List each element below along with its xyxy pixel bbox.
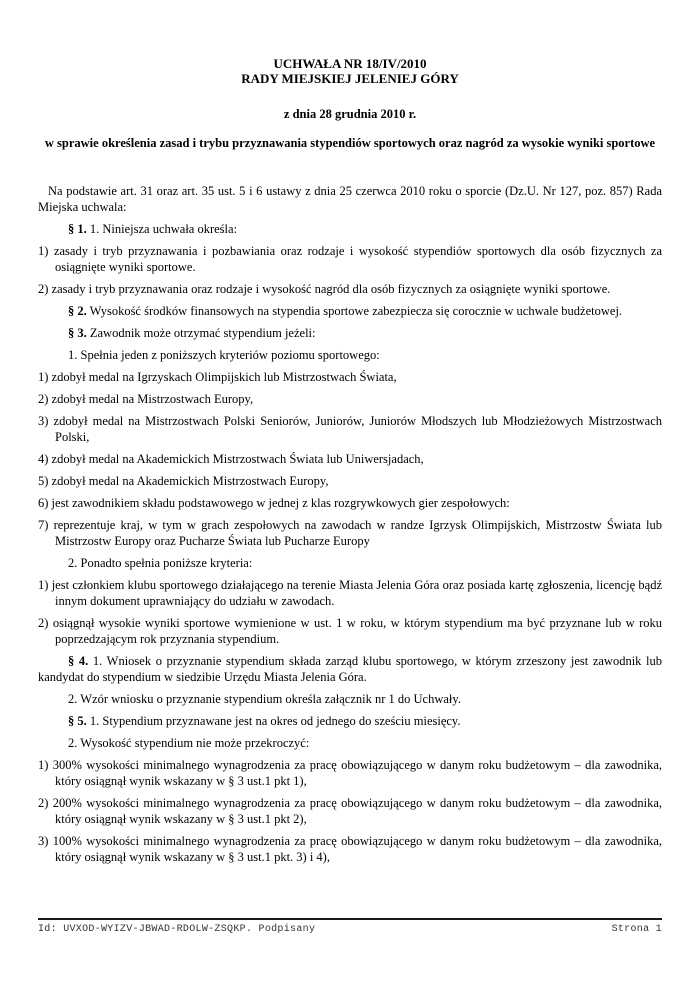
paragraph-text: 2. Wzór wniosku o przyznanie stypendium określa załącznik nr 1 do Uchwały.: [68, 692, 461, 706]
page-footer: [38, 918, 662, 935]
sub-paragraph: [38, 347, 662, 363]
item-number: 4): [38, 452, 49, 466]
paragraph-text: zdobył medal na Akademickich Mistrzostwach Świata lub Uniwersjadach,: [51, 452, 424, 466]
council-name: RADY MIEJSKIEJ JELENIEJ GÓRY: [241, 71, 459, 86]
sub-paragraph: [38, 691, 662, 707]
item-number: 2): [38, 616, 49, 630]
item-number: 1): [38, 370, 49, 384]
section-paragraph-2: [38, 303, 662, 319]
item-number: 3): [38, 414, 49, 428]
paragraph-text: zdobył medal na Akademickich Mistrzostwach Europy,: [51, 474, 329, 488]
resolution-subject: w sprawie określenia zasad i trybu przyznawania stypendiów sportowych oraz nagród za wysokie wyniki sportowe: [44, 136, 656, 150]
numbered-item: [38, 413, 662, 445]
resolution-date: z dnia 28 grudnia 2010 r.: [283, 107, 417, 121]
item-number: 1): [38, 758, 49, 772]
numbered-item: [38, 281, 662, 297]
section-paragraph-4: [38, 653, 662, 685]
paragraph-text: reprezentuje kraj, w tym w grach zespołowych na zawodach w randze Igrzysk Olimpijskich, Mistrzostw Świata lub Mistrzostw Europy oraz Pucharze Świata lub Pucharze Europy: [53, 518, 662, 548]
paragraph-text: 2. Ponadto spełnia poniższe kryteria:: [68, 556, 253, 570]
paragraph-text: 1. Niniejsza uchwała określa:: [89, 222, 238, 236]
section-label: § 5.: [68, 714, 87, 728]
section-label: § 2.: [68, 304, 87, 318]
section-label: § 4.: [68, 654, 89, 668]
paragraph-text: osiągnął wysokie wyniki sportowe wymienione w ust. 1 w roku, w którym stypendium ma być przyznane lub w roku poprzedzającym rok przyznania stypendium.: [52, 616, 662, 646]
numbered-item: [38, 369, 662, 385]
numbered-item: [38, 473, 662, 489]
paragraph-text: 1. Wniosek o przyznanie stypendium składa zarząd klubu sportowego, w którym zrzeszony jest zawodnik lub kandydat do stypendium w siedzibie Urzędu Miasta Jelenia Góra.: [38, 654, 663, 684]
section-label: § 3.: [68, 326, 87, 340]
paragraph-text: Wysokość środków finansowych na stypendia sportowe zabezpiecza się corocznie w uchwale budżetowej.: [89, 304, 623, 318]
paragraph-text: 2. Wysokość stypendium nie może przekroczyć:: [68, 736, 310, 750]
paragraph-text: zasady i tryb przyznawania oraz rodzaje i wysokość nagród dla osób fizycznych za osiągnięte wyniki sportowe.: [51, 282, 611, 296]
numbered-item: [38, 615, 662, 647]
resolution-number: UCHWAŁA NR 18/IV/2010: [273, 56, 427, 71]
paragraph-text: jest członkiem klubu sportowego działającego na terenie Miasta Jelenia Góra oraz posiada kartę zgłoszenia, licencję bądź innym dokument uprawniający do udziału w zawodach.: [51, 578, 663, 608]
document-header: [38, 56, 662, 152]
paragraph-text: jest zawodnikiem składu podstawowego w jednej z klas rozgrywkowych gier zespołowych:: [51, 496, 510, 510]
section-paragraph-3: [38, 325, 662, 341]
paragraph-text: zasady i tryb przyznawania i pozbawiania oraz rodzaje i wysokość stypendiów sportowych dla osób fizycznych za osiągnięte wyniki sportowe.: [53, 244, 663, 274]
item-number: 1): [38, 578, 49, 592]
numbered-item: [38, 391, 662, 407]
section-paragraph-5: [38, 713, 662, 729]
paragraph-text: 1. Stypendium przyznawane jest na okres od jednego do sześciu miesięcy.: [89, 714, 461, 728]
numbered-item: [38, 243, 662, 275]
paragraph-text: zdobył medal na Mistrzostwach Polski Seniorów, Juniorów, Juniorów Młodszych lub Młodzieżowych Mistrzostwach Polski,: [53, 414, 662, 444]
numbered-item: [38, 495, 662, 511]
item-number: 2): [38, 796, 49, 810]
numbered-item: [38, 795, 662, 827]
page-number: Strona 1: [611, 924, 662, 935]
item-number: 5): [38, 474, 49, 488]
item-number: 1): [38, 244, 49, 258]
paragraph-text: 300% wysokości minimalnego wynagrodzenia za pracę obowiązującego w danym roku budżetowym – dla zawodnika, który osiągnął wynik wskazany w § 3 ust.1 pkt 1),: [52, 758, 663, 788]
numbered-item: [38, 577, 662, 609]
numbered-item: [38, 517, 662, 549]
document-id: Id: UVXOD-WYIZV-JBWAD-RDOLW-ZSQKP. Podpisany: [38, 924, 316, 935]
numbered-item: [38, 833, 662, 865]
paragraph-text: 100% wysokości minimalnego wynagrodzenia za pracę obowiązującego w danym roku budżetowym – dla zawodnika, który osiągnął wynik wskazany w § 3 ust.1 pkt. 3) i 4),: [52, 834, 663, 864]
paragraph-text: zdobył medal na Igrzyskach Olimpijskich lub Mistrzostwach Świata,: [51, 370, 397, 384]
item-number: 2): [38, 282, 49, 296]
paragraph-text: zdobył medal na Mistrzostwach Europy,: [51, 392, 254, 406]
document-body: [38, 183, 662, 865]
numbered-item: [38, 757, 662, 789]
item-number: 6): [38, 496, 49, 510]
item-number: 2): [38, 392, 49, 406]
sub-paragraph: [38, 735, 662, 751]
item-number: 7): [38, 518, 49, 532]
paragraph-text: Na podstawie art. 31 oraz art. 35 ust. 5 i 6 ustawy z dnia 25 czerwca 2010 roku o sporcie (Dz.U. Nr 127, poz. 857) Rada Miejska uchwala:: [38, 184, 662, 214]
paragraph-text: 1. Spełnia jeden z poniższych kryteriów poziomu sportowego:: [68, 348, 380, 362]
numbered-item: [38, 451, 662, 467]
legal-basis-paragraph: [38, 183, 662, 215]
section-paragraph-1: [38, 221, 662, 237]
item-number: 3): [38, 834, 49, 848]
paragraph-text: Zawodnik może otrzymać stypendium jeżeli:: [89, 326, 316, 340]
sub-paragraph: [38, 555, 662, 571]
paragraph-text: 200% wysokości minimalnego wynagrodzenia za pracę obowiązującego w danym roku budżetowym – dla zawodnika, który osiągnął wynik wskazany w § 3 ust.1 pkt 2),: [52, 796, 663, 826]
section-label: § 1.: [68, 222, 87, 236]
